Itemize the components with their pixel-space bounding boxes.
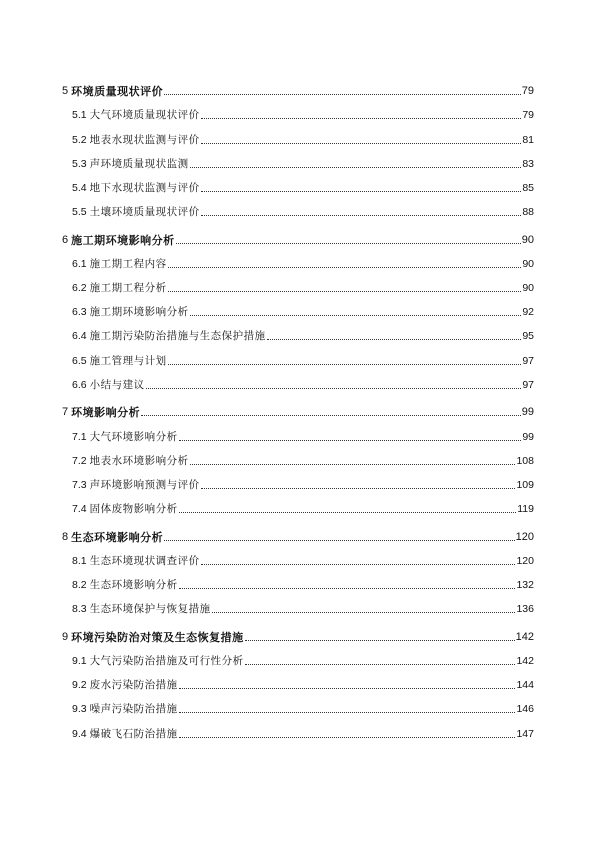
page-number: 97 bbox=[522, 354, 534, 367]
toc-entry[interactable] bbox=[62, 171, 534, 195]
section-title: 大气污染防治措施及可行性分析 bbox=[89, 655, 244, 668]
toc-entry[interactable] bbox=[62, 492, 534, 516]
dot-leader bbox=[190, 167, 522, 168]
section-title: 固体废物影响分析 bbox=[89, 503, 178, 516]
toc-entry[interactable] bbox=[62, 444, 534, 468]
page-number: 136 bbox=[516, 603, 534, 616]
page-number: 95 bbox=[522, 330, 534, 343]
dot-leader bbox=[179, 712, 516, 713]
section-title: 声环境影响预测与评价 bbox=[89, 478, 200, 491]
page-number: 81 bbox=[522, 133, 534, 146]
dot-leader bbox=[267, 339, 522, 340]
dot-leader bbox=[201, 143, 522, 144]
toc-entry[interactable] bbox=[62, 147, 534, 171]
section-number: 6.2 bbox=[72, 282, 87, 295]
section-number: 5 bbox=[62, 85, 69, 98]
section-title: 地下水现状监测与评价 bbox=[89, 181, 200, 194]
section-number: 7.3 bbox=[72, 478, 87, 491]
section-title: 施工期工程内容 bbox=[89, 257, 167, 270]
section-number: 8.3 bbox=[72, 603, 87, 616]
toc-entry[interactable] bbox=[62, 716, 534, 740]
section-number: 5.4 bbox=[72, 181, 87, 194]
toc-entry[interactable] bbox=[62, 247, 534, 271]
section-title: 噪声污染防治措施 bbox=[89, 703, 178, 716]
toc-entry[interactable] bbox=[62, 98, 534, 122]
toc-entry[interactable] bbox=[62, 620, 534, 644]
section-number: 6.1 bbox=[72, 257, 87, 270]
page-number: 83 bbox=[522, 157, 534, 170]
toc-entry[interactable] bbox=[62, 644, 534, 668]
section-number: 5.5 bbox=[72, 206, 87, 219]
toc-entry-label bbox=[72, 158, 189, 171]
section-number: 8.2 bbox=[72, 579, 87, 592]
dot-leader bbox=[190, 464, 516, 465]
section-number: 9.1 bbox=[72, 655, 87, 668]
dot-leader bbox=[201, 191, 522, 192]
dot-leader bbox=[179, 440, 522, 441]
section-number: 9.4 bbox=[72, 727, 87, 740]
section-title: 大气环境影响分析 bbox=[89, 430, 178, 443]
toc-entry-label bbox=[72, 703, 178, 716]
dot-leader bbox=[201, 215, 522, 216]
page-number: 142 bbox=[516, 655, 534, 668]
toc-entry-label bbox=[72, 330, 266, 343]
toc-entry[interactable] bbox=[62, 295, 534, 319]
section-number: 5.3 bbox=[72, 157, 87, 170]
toc-entry[interactable] bbox=[62, 343, 534, 367]
toc-entry-label bbox=[62, 631, 244, 644]
page-number: 79 bbox=[521, 85, 534, 98]
dot-leader bbox=[146, 388, 522, 389]
toc-entry[interactable] bbox=[62, 692, 534, 716]
dot-leader bbox=[168, 291, 522, 292]
page-number: 90 bbox=[522, 257, 534, 270]
section-title: 施工期环境影响分析 bbox=[89, 306, 189, 319]
section-number: 8.1 bbox=[72, 554, 87, 567]
dot-leader bbox=[168, 364, 522, 365]
section-title: 小结与建议 bbox=[89, 378, 145, 391]
toc-entry[interactable] bbox=[62, 368, 534, 392]
section-number: 8 bbox=[62, 530, 69, 543]
section-number: 6.5 bbox=[72, 354, 87, 367]
page-number: 132 bbox=[516, 579, 534, 592]
page-number: 144 bbox=[516, 679, 534, 692]
page-number: 119 bbox=[517, 503, 534, 516]
toc-entry[interactable] bbox=[62, 223, 534, 247]
page-number: 79 bbox=[522, 109, 534, 122]
section-title: 生态环境保护与恢复措施 bbox=[89, 603, 211, 616]
section-title: 生态环境影响分析 bbox=[89, 579, 178, 592]
section-number: 9 bbox=[62, 630, 69, 643]
dot-leader bbox=[201, 488, 516, 489]
page-number: 90 bbox=[521, 233, 534, 246]
page-number: 120 bbox=[515, 530, 534, 543]
page-number: 92 bbox=[522, 306, 534, 319]
section-title: 施工管理与计划 bbox=[89, 354, 167, 367]
page-number: 147 bbox=[516, 727, 534, 740]
dot-leader bbox=[212, 612, 516, 613]
toc-entry-label bbox=[72, 455, 189, 468]
toc-entry-label bbox=[72, 579, 178, 592]
dot-leader bbox=[176, 243, 521, 244]
toc-entry-label bbox=[72, 109, 200, 122]
dot-leader bbox=[164, 540, 515, 541]
page-number: 120 bbox=[516, 554, 534, 567]
section-title: 施工期环境影响分析 bbox=[71, 233, 175, 247]
page-number: 146 bbox=[516, 703, 534, 716]
toc-entry[interactable] bbox=[62, 419, 534, 443]
dot-leader bbox=[179, 512, 517, 513]
section-number: 7.2 bbox=[72, 454, 87, 467]
dot-leader bbox=[141, 415, 521, 416]
toc-entry[interactable] bbox=[62, 668, 534, 692]
section-title: 环境污染防治对策及生态恢复措施 bbox=[71, 630, 244, 644]
toc-entry-label bbox=[72, 182, 200, 195]
toc-entry[interactable] bbox=[62, 520, 534, 544]
section-title: 施工期工程分析 bbox=[89, 282, 167, 295]
toc-entry[interactable] bbox=[62, 592, 534, 616]
dot-leader bbox=[190, 315, 522, 316]
section-number: 5.1 bbox=[72, 109, 87, 122]
section-number: 5.2 bbox=[72, 133, 87, 146]
section-title: 废水污染防治措施 bbox=[89, 679, 178, 692]
section-title: 爆破飞石防治措施 bbox=[89, 727, 178, 740]
toc-entry[interactable] bbox=[62, 468, 534, 492]
toc-entry-label bbox=[72, 306, 189, 319]
page-number: 109 bbox=[516, 478, 534, 491]
toc-entry-label bbox=[62, 85, 163, 98]
toc-entry-label bbox=[62, 531, 163, 544]
toc-entry[interactable] bbox=[62, 195, 534, 219]
toc-entry-label bbox=[72, 603, 211, 616]
section-title: 环境影响分析 bbox=[71, 406, 141, 420]
toc-entry[interactable] bbox=[62, 544, 534, 568]
section-number: 7.1 bbox=[72, 430, 87, 443]
dot-leader bbox=[201, 564, 516, 565]
toc-entry-label bbox=[72, 479, 200, 492]
section-title: 环境质量现状评价 bbox=[71, 85, 164, 99]
toc-entry-label bbox=[72, 258, 167, 271]
section-title: 大气环境质量现状评价 bbox=[89, 109, 200, 122]
section-number: 7.4 bbox=[72, 503, 87, 516]
toc-entry-label bbox=[72, 679, 178, 692]
section-title: 地表水环境影响分析 bbox=[89, 454, 189, 467]
section-title: 地表水现状监测与评价 bbox=[89, 133, 200, 146]
toc-entry-label bbox=[72, 431, 178, 444]
page-number: 85 bbox=[522, 181, 534, 194]
dot-leader bbox=[168, 267, 522, 268]
section-number: 6 bbox=[62, 233, 69, 246]
page-number: 88 bbox=[522, 206, 534, 219]
section-title: 生态环境现状调查评价 bbox=[89, 554, 200, 567]
section-number: 6.4 bbox=[72, 330, 87, 343]
toc-entry[interactable] bbox=[62, 568, 534, 592]
section-title: 土壤环境质量现状评价 bbox=[89, 206, 200, 219]
toc-entry[interactable] bbox=[62, 319, 534, 343]
page-number: 99 bbox=[521, 406, 534, 419]
section-number: 6.6 bbox=[72, 378, 87, 391]
toc-entry[interactable] bbox=[62, 395, 534, 419]
section-title: 声环境质量现状监测 bbox=[89, 157, 189, 170]
dot-leader bbox=[245, 640, 515, 641]
dot-leader bbox=[179, 737, 516, 738]
page-number: 142 bbox=[515, 630, 534, 643]
section-title: 施工期污染防治措施与生态保护措施 bbox=[89, 330, 266, 343]
toc-entry[interactable] bbox=[62, 271, 534, 295]
toc-entry-label bbox=[72, 282, 167, 295]
toc-entry-label bbox=[72, 655, 244, 668]
dot-leader bbox=[179, 588, 516, 589]
toc-entry-label bbox=[72, 728, 178, 741]
section-number: 9.2 bbox=[72, 679, 87, 692]
section-number: 9.3 bbox=[72, 703, 87, 716]
toc-entry-label bbox=[62, 406, 140, 419]
toc-entry-label bbox=[72, 355, 167, 368]
toc-entry-label bbox=[72, 206, 200, 219]
toc-entry-label bbox=[62, 234, 175, 247]
toc-entry[interactable] bbox=[62, 122, 534, 146]
section-number: 6.3 bbox=[72, 306, 87, 319]
toc-entry-label bbox=[72, 379, 145, 392]
page-number: 90 bbox=[522, 282, 534, 295]
toc-entry[interactable] bbox=[62, 74, 534, 98]
page-number: 97 bbox=[522, 378, 534, 391]
toc-entry-label bbox=[72, 555, 200, 568]
table-of-contents bbox=[62, 74, 534, 741]
page-number: 99 bbox=[522, 430, 534, 443]
section-number: 7 bbox=[62, 406, 69, 419]
dot-leader bbox=[164, 94, 521, 95]
toc-entry-label bbox=[72, 503, 178, 516]
dot-leader bbox=[201, 118, 522, 119]
dot-leader bbox=[245, 664, 516, 665]
toc-entry-label bbox=[72, 134, 200, 147]
section-title: 生态环境影响分析 bbox=[71, 530, 164, 544]
page-number: 108 bbox=[516, 454, 534, 467]
dot-leader bbox=[179, 688, 516, 689]
